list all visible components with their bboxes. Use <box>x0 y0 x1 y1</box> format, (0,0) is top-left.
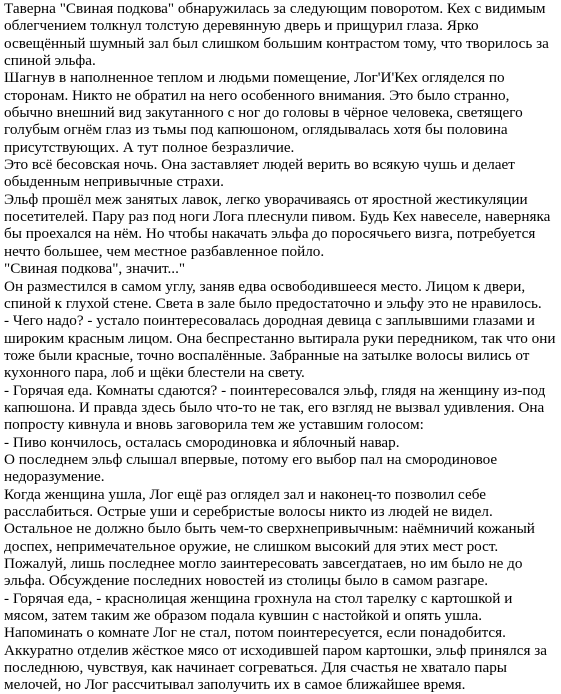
paragraph: - Горячая еда. Комнаты сдаются? - поинтересовался эльф, глядя на женщину из-под капюшона. И правда здесь было что-то не так, его взгляд не вызвал удивления. Она попросту кивнула и вновь заговорила тем же уставшим голосом: <box>4 381 546 434</box>
paragraph: - Чего надо? - устало поинтересовалась дородная девица с заплывшими глазами и широким красным лицом. Она беспрестанно вытирала руки передником, так что они тоже были красные, точно воспалённые. Забранные на затылке волосы вились от кухонного пара, лоб и щёки блестели на свету. <box>4 312 556 382</box>
paragraph: Шагнув в наполненное теплом и людьми помещение, Лог'И'Кех огляделся по сторонам. Никто не обратил на него особенного внимания. Это было странно, обычно внешний вид закутанного с ног до головы в чёрное человека, светящего голубым огнём глаз из тьмы под капюшоном, оглядывалась хотя бы половина присутствующих. А тут полное безразличие. <box>4 69 523 156</box>
paragraph: "Свиная подкова", значит..." <box>4 260 186 278</box>
paragraph: - Горячая еда, - краснолицая женщина грохнула на стол тарелку с картошкой и мясом, затем таким же образом подала кувшин с настойкой и опять ушла. Напоминать о комнате Лог не стал, потом поинтересуется, если понадобится. <box>4 589 513 642</box>
paragraph: О последнем эльф слышал впервые, потому его выбор пал на смородиновое недоразумение. <box>4 450 498 486</box>
paragraph: Он разместился в самом углу, заняв едва освободившееся место. Лицом к двери, спиной к глухой стене. Света в зале было предостаточно и эльфу это не нравилось. <box>4 277 542 312</box>
paragraph: Эльф прошёл меж занятых лавок, легко уворачиваясь от яростной жестикуляции посетителей. Пару раз под ноги Лога плеснули пивом. Будь Кех навеселе, наверняка бы проехался на нём. Но чтобы накачать эльфа до поросячьего визга, потребуется нечто большее, чем местное разбавленное пойло. <box>4 190 551 260</box>
paragraph: Когда женщина ушла, Лог ещё раз оглядел зал и наконец-то позволил себе расслабиться. Острые уши и серебристые волосы никто из людей не видел. Остальное не должно было быть чем-то сверхнепривычным: наёмничий кожаный доспех, непримечательное оружие, не слишком высокий для этих мест рост. Пожалуй, лишь последнее могло заинтересовать завсегдатаев, но им было не до эльфа. Обсуждение последних новостей из столицы было в самом разгаре. <box>4 485 535 590</box>
paragraph: Аккуратно отделив жёсткое мясо от исходившей паром картошки, эльф принялся за последнюю, чувствуя, как начинает согреваться. Для счастья не хватало пары мелочей, но Лог рассчитывал заполучить их в самое ближайшее время. <box>4 641 547 694</box>
paragraph: Это всё бесовская ночь. Она заставляет людей верить во всякую чушь и делает обыденным непривычные страхи. <box>4 156 515 191</box>
paragraph: - Пиво кончилось, осталась смородиновка и яблочный навар. <box>4 433 400 451</box>
paragraph: Таверна "Свиная подкова" обнаружилась за следующим поворотом. Кех с видимым облегчением толкнул толстую деревянную дверь и прищурил глаза. Ярко освещённый шумный зал был слишком большим контрастом тому, что творилось за спиной эльфа. <box>4 0 549 70</box>
